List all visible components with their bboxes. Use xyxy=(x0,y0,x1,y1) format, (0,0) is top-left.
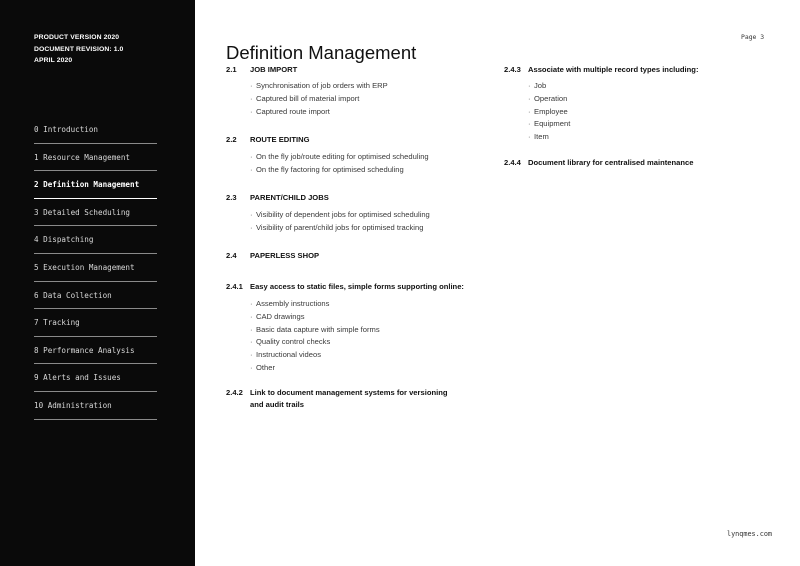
toc-item-execution-management[interactable]: 5 Execution Management xyxy=(34,254,157,282)
list-item: · Visibility of dependent jobs for optimised scheduling xyxy=(250,210,430,219)
section-2-2-list xyxy=(250,151,429,177)
document-revision: DOCUMENT REVISION: 1.0 xyxy=(34,45,124,53)
list-item: · Item xyxy=(528,132,549,142)
toc-item-tracking[interactable]: 7 Tracking xyxy=(34,309,157,337)
footer-website[interactable]: lynqmes.com xyxy=(727,530,773,538)
section-title: Document library for centralised maintenance xyxy=(528,158,694,167)
document-date: APRIL 2020 xyxy=(34,57,73,64)
list-item: · On the fly factoring for optimised scheduling xyxy=(250,164,404,174)
toc-item-administration[interactable]: 10 Administration xyxy=(34,392,157,420)
list-item: · Operation xyxy=(528,93,568,103)
list-item: · Synchronisation of job orders with ERP xyxy=(250,81,388,90)
section-2-1-list xyxy=(250,80,388,118)
toc-item-introduction[interactable]: 0 Introduction xyxy=(34,116,157,144)
toc-item-performance-analysis[interactable]: 8 Performance Analysis xyxy=(34,337,157,365)
list-item: · Assembly instructions xyxy=(250,299,330,308)
section-title: JOB IMPORT xyxy=(250,65,298,74)
section-2-4-1-list xyxy=(250,298,380,375)
section-title: Associate with multiple record types including: xyxy=(528,65,699,74)
section-title: PAPERLESS SHOP xyxy=(250,251,320,260)
section-title: ROUTE EDITING xyxy=(250,135,310,144)
section-title-continued: and audit trails xyxy=(250,400,305,409)
section-number: 2.4 xyxy=(226,251,237,260)
section-number: 2.1 xyxy=(226,65,237,74)
toc-item-detailed-scheduling[interactable]: 3 Detailed Scheduling xyxy=(34,199,157,227)
page-number: Page 3 xyxy=(741,33,765,41)
page-title: Definition Management xyxy=(226,42,417,64)
section-2-3-list xyxy=(250,209,430,235)
toc-item-dispatching[interactable]: 4 Dispatching xyxy=(34,226,157,254)
list-item: · Job xyxy=(528,81,547,90)
section-number: 2.4.4 xyxy=(504,158,521,167)
section-2-4-3-list xyxy=(528,80,570,144)
document-meta xyxy=(34,32,123,67)
list-item: · Quality control checks xyxy=(250,337,331,347)
section-title: PARENT/CHILD JOBS xyxy=(250,193,329,202)
section-number: 2.4.3 xyxy=(504,65,521,74)
list-item: · Captured route import xyxy=(250,106,330,116)
list-item: · Instructional videos xyxy=(250,350,322,360)
table-of-contents xyxy=(34,116,157,420)
section-number: 2.4.1 xyxy=(226,282,243,291)
toc-item-alerts-and-issues[interactable]: 9 Alerts and Issues xyxy=(34,364,157,392)
list-item: · Basic data capture with simple forms xyxy=(250,324,380,334)
list-item: · Other xyxy=(250,362,275,372)
list-item: · CAD drawings xyxy=(250,311,305,321)
list-item: · Equipment xyxy=(528,119,571,129)
product-version: PRODUCT VERSION 2020 xyxy=(34,34,120,41)
section-title: Easy access to static files, simple forms supporting online: xyxy=(250,282,464,291)
list-item: · On the fly job/route editing for optimised scheduling xyxy=(250,152,429,161)
list-item: · Visibility of parent/child jobs for optimised tracking xyxy=(250,222,424,232)
list-item: · Employee xyxy=(528,106,568,116)
section-number: 2.4.2 xyxy=(226,388,243,397)
toc-item-resource-management[interactable]: 1 Resource Management xyxy=(34,144,157,172)
list-item: · Captured bill of material import xyxy=(250,93,360,103)
section-title: Link to document management systems for versioning xyxy=(250,388,448,397)
toc-item-definition-management[interactable]: 2 Definition Management xyxy=(34,171,157,199)
section-number: 2.2 xyxy=(226,135,237,144)
toc-item-data-collection[interactable]: 6 Data Collection xyxy=(34,282,157,310)
section-number: 2.3 xyxy=(226,193,237,202)
sidebar xyxy=(0,0,195,566)
